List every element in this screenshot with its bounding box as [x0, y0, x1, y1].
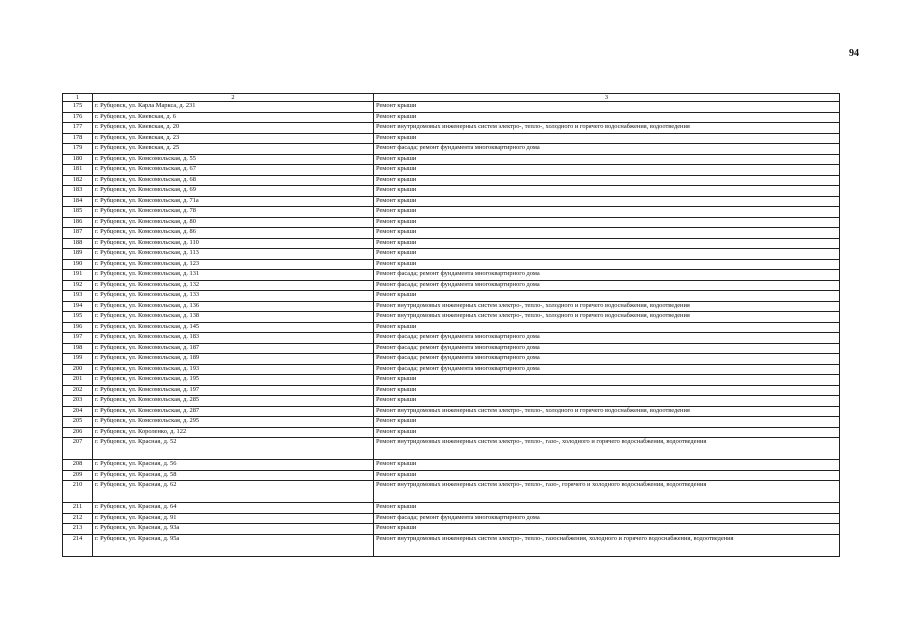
row-address: г. Рубцовск, ул. Комсомольская, д. 68: [93, 175, 374, 186]
table-row: [63, 364, 840, 375]
row-work: Ремонт крыши: [374, 238, 840, 249]
row-work: Ремонт внутридомовых инженерных систем электро-, тепло-, газо-, горячего и холодного водоснабжения, водоотведения: [374, 481, 840, 503]
row-address: г. Рубцовск, ул. Комсомольская, д. 71а: [93, 196, 374, 207]
row-work: Ремонт фасада; ремонт фундамента многоквартирного дома: [374, 144, 840, 155]
table-row: [63, 534, 840, 556]
row-address: г. Рубцовск, ул. Комсомольская, д. 131: [93, 270, 374, 281]
row-work: Ремонт крыши: [374, 186, 840, 197]
table-row: [63, 312, 840, 323]
row-number: 184: [63, 196, 93, 207]
row-number: 207: [63, 438, 93, 460]
table-row: [63, 249, 840, 260]
row-number: 178: [63, 133, 93, 144]
row-work: Ремонт фасада; ремонт фундамента многоквартирного дома: [374, 354, 840, 365]
table-row: [63, 385, 840, 396]
row-address: г. Рубцовск, ул. Красная, д. 62: [93, 481, 374, 503]
row-number: 205: [63, 417, 93, 428]
table-row: [63, 481, 840, 503]
table-row: [63, 396, 840, 407]
table-row: [63, 144, 840, 155]
row-address: г. Рубцовск, ул. Комсомольская, д. 55: [93, 154, 374, 165]
row-number: 199: [63, 354, 93, 365]
row-number: 180: [63, 154, 93, 165]
row-number: 214: [63, 534, 93, 556]
header-col-3: 3: [374, 94, 840, 102]
row-number: 197: [63, 333, 93, 344]
row-work: Ремонт фасада; ремонт фундамента многоквартирного дома: [374, 270, 840, 281]
row-work: Ремонт крыши: [374, 165, 840, 176]
row-work: Ремонт крыши: [374, 196, 840, 207]
page-number: 94: [849, 48, 859, 59]
row-address: г. Рубцовск, ул. Комсомольская, д. 138: [93, 312, 374, 323]
row-work: Ремонт крыши: [374, 207, 840, 218]
row-work: Ремонт крыши: [374, 427, 840, 438]
row-address: г. Рубцовск, ул. Киевская, д. 23: [93, 133, 374, 144]
table-row: [63, 217, 840, 228]
row-number: 189: [63, 249, 93, 260]
row-number: 211: [63, 503, 93, 514]
table-row: [63, 427, 840, 438]
row-work: Ремонт крыши: [374, 375, 840, 386]
row-number: 183: [63, 186, 93, 197]
table-row: [63, 259, 840, 270]
table-row: [63, 291, 840, 302]
table-body: [63, 94, 840, 557]
table-row: [63, 238, 840, 249]
row-number: 181: [63, 165, 93, 176]
row-number: 176: [63, 112, 93, 123]
table-row: [63, 280, 840, 291]
row-work: Ремонт внутридомовых инженерных систем электро-, тепло-, холодного и горячего водоснабжения, водоотведения: [374, 406, 840, 417]
row-address: г. Рубцовск, ул. Комсомольская, д. 136: [93, 301, 374, 312]
table-header-row: [63, 94, 840, 102]
row-number: 177: [63, 123, 93, 134]
row-number: 201: [63, 375, 93, 386]
row-work: Ремонт крыши: [374, 385, 840, 396]
row-number: 198: [63, 343, 93, 354]
row-work: Ремонт крыши: [374, 112, 840, 123]
row-number: 192: [63, 280, 93, 291]
row-number: 186: [63, 217, 93, 228]
row-work: Ремонт крыши: [374, 396, 840, 407]
row-address: г. Рубцовск, ул. Комсомольская, д. 86: [93, 228, 374, 239]
table-row: [63, 165, 840, 176]
row-work: Ремонт внутридомовых инженерных систем электро-, тепло-, холодного и горячего водоснабжения, водоотведения: [374, 301, 840, 312]
row-address: г. Рубцовск, ул. Комсомольская, д. 295: [93, 417, 374, 428]
row-address: г. Рубцовск, ул. Красная, д. 95а: [93, 534, 374, 556]
row-number: 196: [63, 322, 93, 333]
row-address: г. Рубцовск, ул. Комсомольская, д. 187: [93, 343, 374, 354]
row-address: г. Рубцовск, ул. Комсомольская, д. 197: [93, 385, 374, 396]
row-number: 175: [63, 102, 93, 113]
row-address: г. Рубцовск, ул. Комсомольская, д. 193: [93, 364, 374, 375]
row-address: г. Рубцовск, ул. Комсомольская, д. 110: [93, 238, 374, 249]
row-work: Ремонт крыши: [374, 249, 840, 260]
repair-table: [62, 93, 840, 557]
table-row: [63, 175, 840, 186]
table-row: [63, 333, 840, 344]
row-work: Ремонт внутридомовых инженерных систем электро-, тепло-, газоснабжения, холодного и горячего водоснабжения, водоотведения: [374, 534, 840, 556]
table-row: [63, 503, 840, 514]
table-row: [63, 375, 840, 386]
table-row: [63, 406, 840, 417]
table-row: [63, 207, 840, 218]
row-address: г. Рубцовск, ул. Комсомольская, д. 133: [93, 291, 374, 302]
row-address: г. Рубцовск, ул. Комсомольская, д. 67: [93, 165, 374, 176]
row-number: 195: [63, 312, 93, 323]
row-number: 213: [63, 524, 93, 535]
row-number: 202: [63, 385, 93, 396]
row-address: г. Рубцовск, ул. Комсомольская, д. 189: [93, 354, 374, 365]
row-address: г. Рубцовск, ул. Красная, д. 64: [93, 503, 374, 514]
row-work: Ремонт крыши: [374, 259, 840, 270]
table-row: [63, 301, 840, 312]
row-address: г. Рубцовск, ул. Комсомольская, д. 80: [93, 217, 374, 228]
header-col-2: 2: [93, 94, 374, 102]
row-address: г. Рубцовск, ул. Красная, д. 93а: [93, 524, 374, 535]
row-work: Ремонт крыши: [374, 217, 840, 228]
table-row: [63, 470, 840, 481]
row-address: г. Рубцовск, ул. Красная, д. 58: [93, 470, 374, 481]
row-work: Ремонт фасада; ремонт фундамента многоквартирного дома: [374, 364, 840, 375]
row-work: Ремонт внутридомовых инженерных систем электро-, тепло-, холодного и горячего водоснабжения, водоотведения: [374, 123, 840, 134]
row-number: 191: [63, 270, 93, 281]
row-work: Ремонт крыши: [374, 291, 840, 302]
table-row: [63, 322, 840, 333]
row-number: 208: [63, 460, 93, 471]
row-work: Ремонт фасада; ремонт фундамента многоквартирного дома: [374, 333, 840, 344]
row-address: г. Рубцовск, ул. Комсомольская, д. 69: [93, 186, 374, 197]
row-number: 185: [63, 207, 93, 218]
table-row: [63, 524, 840, 535]
row-work: Ремонт крыши: [374, 460, 840, 471]
row-work: Ремонт крыши: [374, 503, 840, 514]
row-number: 203: [63, 396, 93, 407]
row-address: г. Рубцовск, ул. Комсомольская, д. 113: [93, 249, 374, 260]
row-address: г. Рубцовск, ул. Красная, д. 56: [93, 460, 374, 471]
row-address: г. Рубцовск, ул. Красная, д. 52: [93, 438, 374, 460]
row-work: Ремонт крыши: [374, 470, 840, 481]
table-row: [63, 270, 840, 281]
row-work: Ремонт крыши: [374, 175, 840, 186]
row-number: 200: [63, 364, 93, 375]
row-number: 193: [63, 291, 93, 302]
row-work: Ремонт внутридомовых инженерных систем электро-, тепло-, газо-, холодного и горячего водоснабжения, водоотведения: [374, 438, 840, 460]
row-work: Ремонт фасада; ремонт фундамента многоквартирного дома: [374, 280, 840, 291]
row-number: 212: [63, 513, 93, 524]
row-work: Ремонт крыши: [374, 133, 840, 144]
table-row: [63, 196, 840, 207]
row-work: Ремонт внутридомовых инженерных систем электро-, тепло-, холодного и горячего водоснабжения, водоотведения: [374, 312, 840, 323]
row-number: 210: [63, 481, 93, 503]
row-address: г. Рубцовск, ул. Комсомольская, д. 285: [93, 396, 374, 407]
table-row: [63, 228, 840, 239]
table-row: [63, 112, 840, 123]
table-row: [63, 354, 840, 365]
row-address: г. Рубцовск, ул. Киевская, д. 6: [93, 112, 374, 123]
table-row: [63, 154, 840, 165]
row-number: 179: [63, 144, 93, 155]
row-number: 194: [63, 301, 93, 312]
table-row: [63, 438, 840, 460]
row-address: г. Рубцовск, ул. Комсомольская, д. 78: [93, 207, 374, 218]
table-row: [63, 102, 840, 113]
row-number: 190: [63, 259, 93, 270]
table-row: [63, 123, 840, 134]
row-work: Ремонт фасада; ремонт фундамента многоквартирного дома: [374, 343, 840, 354]
row-number: 187: [63, 228, 93, 239]
table-row: [63, 133, 840, 144]
row-work: Ремонт крыши: [374, 417, 840, 428]
table-row: [63, 186, 840, 197]
row-work: Ремонт крыши: [374, 102, 840, 113]
row-address: г. Рубцовск, ул. Карла Маркса, д. 231: [93, 102, 374, 113]
row-work: Ремонт крыши: [374, 154, 840, 165]
row-number: 209: [63, 470, 93, 481]
row-address: г. Рубцовск, ул. Комсомольская, д. 183: [93, 333, 374, 344]
row-work: Ремонт крыши: [374, 524, 840, 535]
row-address: г. Рубцовск, ул. Киевская, д. 20: [93, 123, 374, 134]
row-address: г. Рубцовск, ул. Киевская, д. 25: [93, 144, 374, 155]
table-row: [63, 417, 840, 428]
row-work: Ремонт крыши: [374, 228, 840, 239]
header-col-1: 1: [63, 94, 93, 102]
row-address: г. Рубцовск, ул. Комсомольская, д. 195: [93, 375, 374, 386]
table-row: [63, 513, 840, 524]
table-row: [63, 460, 840, 471]
row-address: г. Рубцовск, ул. Красная, д. 91: [93, 513, 374, 524]
row-work: Ремонт фасада; ремонт фундамента многоквартирного дома: [374, 513, 840, 524]
row-address: г. Рубцовск, ул. Комсомольская, д. 287: [93, 406, 374, 417]
row-address: г. Рубцовск, ул. Комсомольская, д. 132: [93, 280, 374, 291]
row-address: г. Рубцовск, ул. Комсомольская, д. 123: [93, 259, 374, 270]
row-work: Ремонт крыши: [374, 322, 840, 333]
row-number: 182: [63, 175, 93, 186]
row-number: 204: [63, 406, 93, 417]
row-address: г. Рубцовск, ул. Короленко, д. 122: [93, 427, 374, 438]
row-number: 206: [63, 427, 93, 438]
row-number: 188: [63, 238, 93, 249]
row-address: г. Рубцовск, ул. Комсомольская, д. 145: [93, 322, 374, 333]
table-row: [63, 343, 840, 354]
